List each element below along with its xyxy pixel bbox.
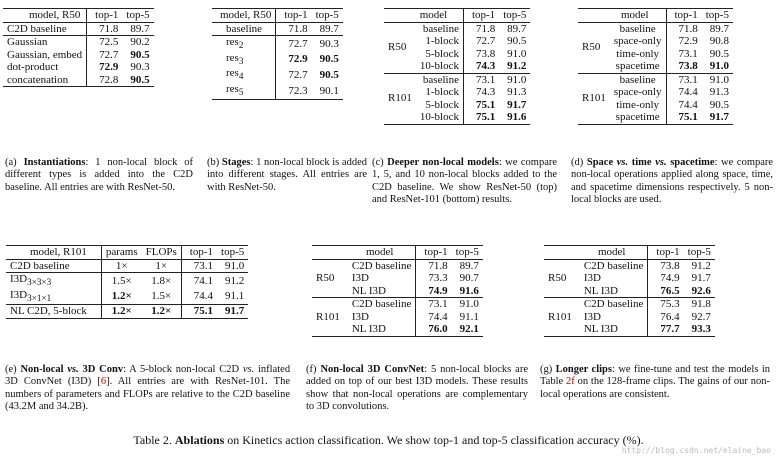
table-cell: [463, 60, 499, 73]
group-label: R101: [312, 298, 344, 337]
table-cell: 1.5×: [101, 273, 141, 289]
table-cell: [666, 111, 702, 124]
table-cell: baseline: [422, 22, 459, 35]
table-cell: [499, 99, 530, 112]
table-cell: [276, 52, 312, 68]
table-cell: 73.8: [648, 259, 684, 272]
stage-name: res: [226, 83, 239, 96]
caption-vs: vs.: [616, 157, 629, 168]
table-cell: 74.4: [666, 99, 702, 112]
header-top5: top-5: [312, 9, 343, 23]
header-top1: top-1: [416, 246, 452, 260]
table-cell: C2D baseline: [3, 22, 87, 36]
caption-prefix: Table 2.: [133, 433, 172, 447]
bold-value: 91.6: [507, 111, 527, 123]
table-c: [384, 8, 530, 125]
table-cell: I3D: [583, 310, 601, 323]
table-cell: 74.4: [666, 86, 702, 99]
header-model: model, R101: [6, 246, 101, 260]
table-cell: [6, 289, 101, 305]
caption-label: (b): [207, 157, 220, 168]
table-cell: [312, 52, 343, 68]
table-cell: [212, 36, 276, 52]
stage-sub: 2: [238, 40, 244, 51]
header-model: model: [312, 246, 416, 260]
caption-text: : 5 non-local blocks are added on top of our best I3D models. These results show that non-local operations are complementary to 3D convolutions.: [306, 364, 528, 413]
bold-value: 90.5: [130, 73, 150, 86]
header-model: model: [544, 246, 648, 260]
table-cell: 91.8: [684, 298, 715, 311]
stage-sub: 5: [238, 87, 244, 98]
caption-title: Space: [586, 157, 614, 168]
table-cell: baseline: [416, 73, 464, 86]
table-cell: NL C2D, 5-block: [6, 305, 101, 319]
caption-title: spacetime: [670, 157, 715, 168]
bold-value: 93.3: [691, 323, 711, 335]
caption-g: [540, 364, 770, 401]
caption-title: Instantiations: [23, 157, 86, 168]
table-cell: 75.3: [648, 298, 684, 311]
table-cell: space-only: [613, 86, 662, 98]
table-cell: 91.7: [691, 272, 711, 284]
table-cell: 1×: [101, 259, 141, 273]
caption-f: [306, 364, 528, 414]
table-cell: 72.5: [87, 36, 123, 49]
table-cell: 1-block: [425, 35, 459, 47]
table-cell: 73.1: [463, 73, 499, 86]
table-cell: 91.3: [709, 86, 729, 98]
table-cell: [312, 67, 343, 83]
table-cell: [122, 74, 153, 87]
table-cell: [666, 60, 702, 73]
header-model: model: [578, 9, 666, 23]
header-model: model: [384, 9, 463, 23]
bold-value: 90.5: [319, 68, 339, 81]
table-cell: 90.3: [319, 37, 339, 50]
table-cell: 90.3: [130, 61, 150, 73]
table-cell: [648, 323, 684, 336]
group-label: R50: [582, 41, 601, 54]
table-cell: [648, 285, 684, 298]
caption-title: Non-local 3D ConvNet: [320, 364, 425, 375]
bold-value: 1.2×: [151, 305, 172, 318]
table-cell: 89.7: [709, 22, 729, 35]
table-cell: [181, 305, 217, 319]
table-g: [544, 245, 715, 337]
caption-label: (a): [5, 157, 17, 168]
table-cell: baseline: [619, 22, 656, 35]
group-label: R50: [548, 272, 567, 284]
bold-value: 91.7: [225, 305, 245, 318]
table-cell: [452, 323, 483, 336]
table-cell: [87, 61, 123, 74]
caption-b: [207, 157, 367, 194]
table-cell: [142, 305, 182, 319]
header-top5: top-5: [217, 246, 248, 260]
table-cell: 72.7: [276, 36, 312, 52]
caption-text: on Kinetics action classification. We show top-1 and top-5 classification accuracy (%).: [227, 433, 644, 447]
table-cell: 89.7: [459, 259, 479, 272]
caption-text: : we compare non-local operations applied along space, time, and spacetime dimensions respectively. 5 non-local blocks are used.: [571, 157, 774, 206]
table-cell: [499, 111, 530, 124]
table-cell: 72.9: [666, 35, 702, 48]
table-cell: 71.8: [276, 22, 312, 36]
caption-text: : we fine-tune and test the models in Table: [540, 364, 770, 388]
table-cell: 74.3: [463, 86, 499, 99]
table-cell: 91.1: [459, 310, 479, 323]
table-cell: space-only: [613, 35, 662, 47]
caption-text: ]. All entries are with ResNet-101. The numbers of parameters and FLOPs are relative to the C2D baseline (43.2M and 34.2B).: [5, 376, 290, 413]
table-cell: [212, 52, 276, 68]
caption-text: : 1 non-local block is added into different stages. All entries are with ResNet-50.: [207, 157, 367, 193]
caption-vs: vs.: [655, 157, 667, 168]
table-cell: Gaussian, embed: [7, 48, 83, 61]
caption-title: Non-local: [20, 364, 64, 375]
caption-title: Stages: [221, 157, 251, 168]
table-a: [3, 8, 154, 87]
table-cell: NL I3D: [344, 323, 416, 336]
table-cell: [101, 289, 141, 305]
bold-value: 92.1: [459, 323, 479, 335]
table-f: [312, 245, 483, 337]
caption-vs: vs.: [242, 364, 255, 375]
kernel-sub: 3×3×3: [27, 277, 52, 288]
table-cell: NL I3D: [583, 284, 618, 297]
group-label: R101: [384, 73, 416, 124]
table-cell: 91.0: [507, 47, 527, 60]
caption-label: (g): [540, 364, 553, 375]
table-cell: 91.3: [507, 86, 527, 98]
caption-vs: vs.: [67, 364, 79, 375]
caption-label: (d): [571, 157, 584, 168]
group-label: R101: [578, 73, 610, 124]
header-top1: top-1: [181, 246, 217, 260]
header-top5: top-5: [499, 9, 530, 23]
table-cell: 91.0: [499, 73, 530, 86]
header-top5: top-5: [452, 246, 483, 260]
table-cell: 90.2: [130, 36, 150, 48]
stage-sub: 3: [238, 55, 244, 66]
bold-value: 75.1: [475, 98, 496, 111]
table-cell: 1-block: [425, 86, 459, 98]
caption-text: : A 5-block non-local C2D: [123, 364, 240, 375]
table-cell: C2D baseline: [576, 298, 648, 311]
bold-value: 74.9: [428, 284, 448, 297]
table-cell: 89.7: [312, 22, 343, 36]
table-cell: 76.4: [648, 311, 684, 324]
bold-value: 90.5: [130, 48, 150, 61]
table-cell: 10-block: [416, 111, 464, 124]
caption-d: [571, 157, 773, 207]
header-top1: top-1: [648, 246, 684, 260]
header-top1: top-1: [666, 9, 702, 23]
table-cell: baseline: [212, 22, 276, 36]
header-top5: top-5: [122, 9, 153, 23]
bold-value: 91.0: [709, 60, 729, 72]
table-cell: 90.5: [507, 35, 527, 47]
stage-name: res: [226, 36, 239, 48]
table-cell: [684, 285, 715, 298]
table-cell: 91.2: [225, 274, 245, 287]
table-cell: time-only: [616, 47, 660, 60]
table-cell: [416, 285, 452, 298]
table-cell: 73.3: [416, 272, 452, 285]
table-cell: [452, 285, 483, 298]
header-params: params: [101, 246, 141, 260]
bold-value: 90.5: [319, 53, 339, 66]
table-cell: 71.8: [463, 22, 499, 35]
table-cell: dot-product: [7, 61, 59, 73]
table-cell: 71.8: [666, 22, 702, 35]
table-cell: [499, 60, 530, 73]
header-flops: FLOPs: [142, 246, 182, 260]
caption-label: (c): [372, 157, 384, 168]
table-cell: 74.9: [648, 272, 684, 285]
bold-value: 91.7: [507, 98, 527, 111]
header-model: model, R50: [3, 9, 87, 23]
header-top5: top-5: [702, 9, 733, 23]
caption-text: : we compare 1, 5, and 10 non-local blocks added to the C2D baseline. We show ResNet-50 (top) and ResNet-101 (bottom) results.: [372, 157, 558, 206]
table-cell: 5-block: [425, 47, 459, 60]
group-label: R50: [388, 41, 407, 54]
table-cell: 90.7: [459, 272, 479, 284]
table-d: [578, 8, 733, 125]
stage-sub: 4: [238, 71, 244, 82]
table-cell: 90.5: [709, 47, 729, 60]
table-cell: NL I3D: [351, 284, 386, 297]
caption-title: Longer clips: [555, 364, 612, 375]
table-cell: 92.7: [691, 310, 711, 323]
bold-value: 75.1: [193, 305, 214, 318]
table-cell: 71.8: [87, 22, 123, 36]
table-cell: 90.8: [709, 35, 729, 47]
table-cell: 91.0: [217, 259, 248, 273]
table-cell: 91.1: [217, 289, 248, 305]
table-cell: Gaussian: [7, 36, 48, 48]
table-ref-link[interactable]: 2f: [566, 376, 575, 388]
table-cell: 89.7: [122, 22, 153, 36]
kernel-sub: 3×1×1: [27, 292, 52, 303]
table-cell: C2D baseline: [6, 259, 101, 273]
table-cell: 74.4: [181, 289, 217, 305]
caption-title: Deeper non-local models: [387, 157, 499, 168]
table-cell: [684, 323, 715, 336]
table-cell: 74.4: [416, 311, 452, 324]
bold-value: 77.7: [660, 323, 680, 335]
table-cell: 73.1: [666, 73, 702, 86]
table-cell: 74.1: [181, 273, 217, 289]
header-top1: top-1: [276, 9, 312, 23]
bold-value: 74.3: [475, 60, 496, 72]
table-cell: 73.8: [463, 48, 499, 61]
bold-value: 72.9: [288, 53, 308, 66]
table-cell: 73.1: [181, 259, 217, 273]
bold-value: 1.2×: [111, 290, 132, 303]
table-cell: 72.7: [463, 35, 499, 48]
table-cell: spacetime: [615, 60, 660, 72]
table-cell: 1×: [142, 259, 182, 273]
table-cell: spacetime: [610, 111, 666, 124]
table-cell: [217, 305, 248, 319]
table-cell: 1.5×: [142, 289, 182, 305]
caption-c: [372, 157, 557, 207]
table-cell: 10-block: [419, 60, 459, 72]
table-cell: [6, 273, 101, 289]
watermark: http://blog.csdn.net/elaine_bao: [621, 446, 771, 455]
bold-value: 1.2×: [111, 305, 132, 318]
table-cell: 72.3: [276, 83, 312, 99]
group-label: R50: [316, 272, 335, 284]
table-cell: 91.0: [452, 298, 483, 311]
table-cell: 1.8×: [151, 274, 172, 287]
caption-text: on the 128-frame clips. The gains of our non-local operations are consistent.: [540, 376, 770, 400]
table-cell: I3D: [351, 272, 369, 284]
table-cell: NL I3D: [576, 323, 648, 336]
stage-name: res: [226, 51, 239, 64]
table-cell: C2D baseline: [351, 259, 412, 272]
stage-name: res: [226, 67, 239, 80]
table-cell: 89.7: [507, 22, 527, 35]
table-cell: 71.8: [416, 259, 452, 272]
table-cell: [212, 83, 276, 99]
caption-a: [5, 157, 193, 194]
bold-value: 92.6: [691, 284, 711, 297]
table-cell: [702, 111, 733, 124]
table-cell: I3D: [583, 272, 601, 284]
table-cell: [463, 99, 499, 112]
table-cell: 72.7: [276, 67, 312, 83]
bold-value: 91.2: [507, 60, 527, 72]
bold-value: 73.8: [678, 60, 698, 72]
table-cell: baseline: [610, 73, 666, 86]
model-name: I3D: [10, 288, 28, 301]
table-cell: C2D baseline: [344, 298, 416, 311]
group-label: R101: [544, 298, 576, 337]
table-cell: 5-block: [425, 98, 459, 111]
table-cell: [212, 67, 276, 83]
table-cell: 73.1: [666, 48, 702, 61]
table-b: [212, 8, 343, 100]
bold-value: 91.6: [459, 284, 479, 297]
table-cell: 73.1: [416, 298, 452, 311]
caption-title: 3D Conv: [82, 364, 124, 375]
caption-title: Ablations: [174, 433, 225, 447]
bold-value: 76.0: [428, 323, 448, 335]
caption-label: (e): [5, 364, 17, 375]
table-e: [6, 245, 248, 319]
table-cell: [101, 305, 141, 319]
bold-value: 75.1: [475, 111, 496, 123]
table-cell: [463, 111, 499, 124]
header-top1: top-1: [463, 9, 499, 23]
table-cell: [416, 323, 452, 336]
header-top1: top-1: [87, 9, 123, 23]
table-cell: 72.7: [87, 49, 123, 62]
table-cell: 72.8: [87, 74, 123, 87]
header-top5: top-5: [684, 246, 715, 260]
citation-link[interactable]: 6: [100, 376, 107, 388]
bold-value: 76.5: [660, 284, 680, 297]
caption-e: [5, 364, 290, 414]
table-cell: I3D: [351, 310, 369, 323]
caption-title: time: [631, 157, 652, 168]
caption-text: : 1 non-local block of different types is added into the C2D baseline. All entries are with ResNet-50.: [5, 157, 193, 193]
table-cell: 91.0: [702, 73, 733, 86]
bold-value: 75.1: [678, 111, 698, 123]
header-model: model, R50: [212, 9, 276, 23]
caption-text: inflated 3D ConvNet (I3D) [: [5, 364, 291, 388]
table-cell: 90.5: [709, 98, 729, 111]
model-name: I3D: [10, 273, 28, 285]
table-cell: [702, 60, 733, 73]
table-cell: 90.1: [312, 83, 343, 99]
table-cell: C2D baseline: [583, 259, 644, 272]
table-cell: [122, 49, 153, 62]
caption-label: (f): [306, 364, 317, 375]
table-cell: time-only: [616, 98, 660, 111]
bold-value: 91.7: [709, 111, 729, 123]
bold-value: 72.9: [99, 61, 119, 73]
table-cell: concatenation: [3, 74, 87, 87]
table-cell: 91.2: [691, 259, 711, 272]
